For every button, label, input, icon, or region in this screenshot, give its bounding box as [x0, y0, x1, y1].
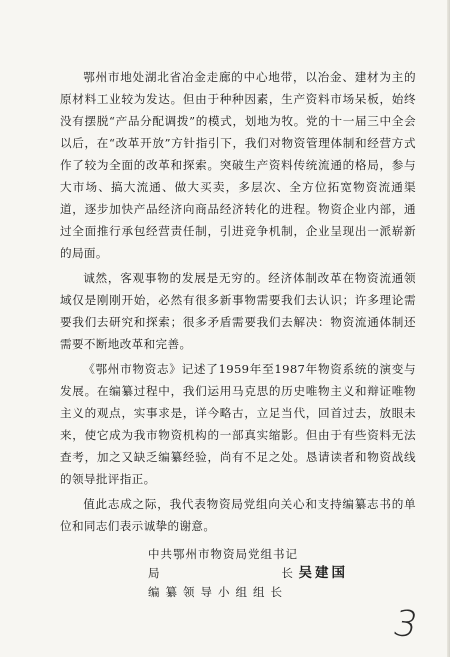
signature-title-line-3: 编纂领导小组组长 [148, 585, 288, 599]
paragraph-1: 鄂州市地处湖北省冶金走廊的中心地带，以冶金、建材为主的原材料工业较为发达。但由于种种因素，生产资料市场呆板，始终没有摆脱“产品分配调拨”的模式，划地为牧。党的十一届三中全会以后，在“改革开放”方针指引下，我们对物资管理体制和经营方式作了较为全面的改革和探索。突破生产资料传统流通的格局，参与大市场、搞大流通、做大买卖，多层次、全方位拓宽物资流通渠道，逐步加快产品经济向商品经济转化的进程。物资企业内部，通过全面推行承包经营责任制，引进竞争机制，企业呈现出一派崭新的局面。 [60, 70, 416, 260]
signature-title-line-2 [148, 564, 348, 583]
signature-title-suffix: 长 [281, 566, 294, 580]
signature-title-prefix: 局 [148, 566, 161, 580]
signature-name-group [281, 564, 348, 583]
page-number: 3 [389, 603, 422, 646]
signatory-name: 吴建国 [298, 565, 348, 581]
preface-body [60, 66, 416, 540]
paragraph-4: 值此志成之际，我代表物资局党组向关心和支持编纂志书的单位和同志们表示诚挚的谢意。 [60, 497, 416, 533]
paragraph-3: 《鄂州市物资志》记述了1959年至1987年物资系统的演变与发展。在编纂过程中，我们运用马克思的历史唯物主义和辩证唯物主义的观点，实事求是，详今略古，立足当代，回首过去，放眼未来，使它成为我市物资机构的一部真实缩影。但由于有些资料无法查考，加之又缺乏编纂经验，尚有不足之处。恳请读者和物资战线的领导批评指正。 [60, 362, 416, 486]
paragraph-2: 诚然，客观事物的发展是无穷的。经济体制改革在物资流通领域仅是刚刚开始，必然有很多新事物需要我们去认识；许多理论需要我们去研究和探索；很多矛盾需要我们去解决：物资流通体制还需要不断地改革和完善。 [60, 271, 416, 351]
signature-title-line-1: 中共鄂州市物资局党组书记 [148, 547, 298, 561]
signature-block [148, 545, 378, 602]
